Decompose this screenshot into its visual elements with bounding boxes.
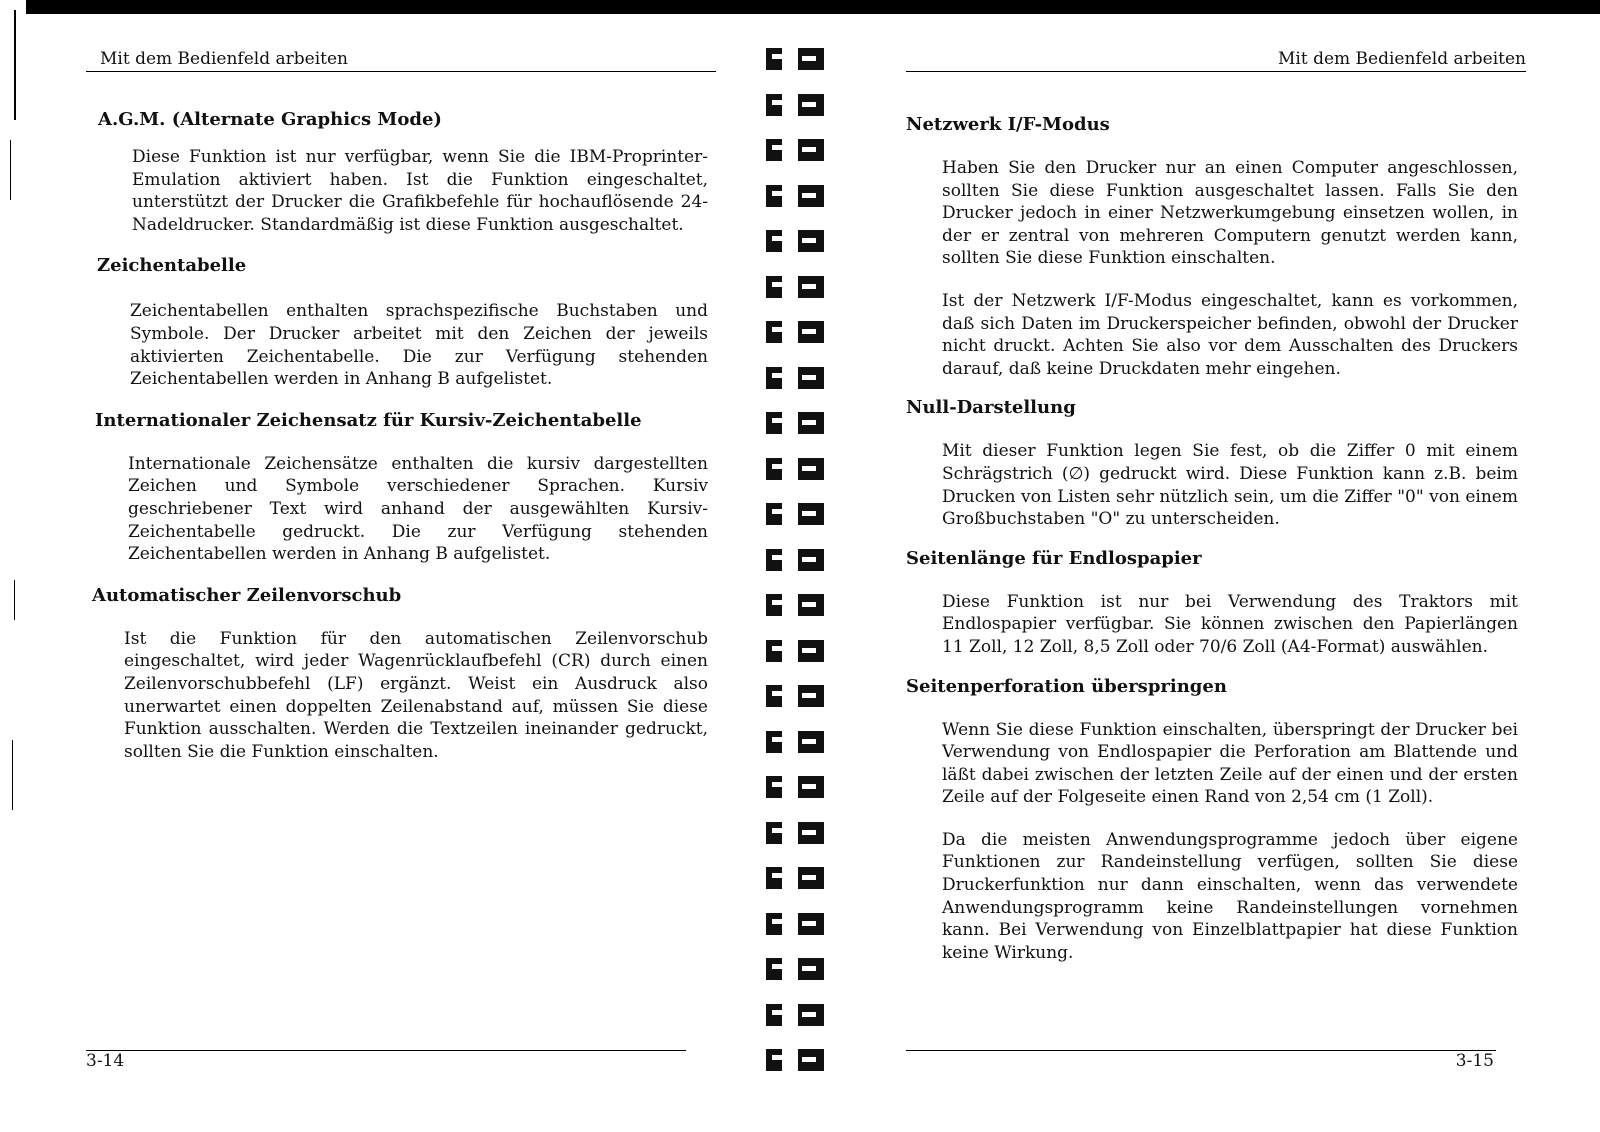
section-paragraph: Ist die Funktion für den automatischen Zeilenvorschub eingeschaltet, wird jeder Wagenrücklaufbefehl (CR) durch einen Zeilenvorschubbefehl (LF) ergänzt. Weist ein Ausdruck also unerwartet einen doppelten Zeilenabstand auf, müssen Sie diese Funktion ausschalten. Werden die Textzeilen ineinander gedruckt, sollten Sie die Funktion einschalten. [124, 628, 708, 762]
binding-ring [760, 863, 840, 893]
binding-ring [760, 363, 840, 393]
section-heading: Seitenperforation überspringen [906, 675, 1227, 697]
running-head: Mit dem Bedienfeld arbeiten [86, 48, 716, 72]
section-paragraph: Internationale Zeichensätze enthalten die kursiv dargestellten Zeichen und Symbole verschiedener Sprachen. Kursiv geschriebener Text wird anhand der ausgewählten Kursiv-Zeichentabelle gedruckt. Die zur Verfügung stehenden Zeichentabellen werden in Anhang B aufgelistet. [128, 453, 708, 565]
binding-ring [760, 772, 840, 802]
binding-ring [760, 818, 840, 848]
spiral-binding [760, 30, 840, 1130]
binding-ring [760, 545, 840, 575]
binding-ring [760, 272, 840, 302]
section-netzwerk-if-modus [906, 113, 1526, 380]
section-heading: Null-Darstellung [906, 397, 1076, 419]
right-page-content [906, 113, 1526, 980]
section-paragraph: Diese Funktion ist nur bei Verwendung des Traktors mit Endlospapier verfügbar. Sie können zwischen den Papierlängen 11 Zoll, 12 Zoll, 8,5 Zoll oder 70/6 Zoll (A4-Format) auswählen. [942, 591, 1518, 657]
binding-ring [760, 181, 840, 211]
right-page [906, 0, 1526, 1132]
section-paragraph: Zeichentabellen enthalten sprachspezifische Buchstaben und Symbole. Der Drucker arbeitet mit den Zeichen der jeweils aktivierten Zeichentabelle. Die zur Verfügung stehenden Zeichentabellen werden in Anhang B aufgelistet. [130, 301, 708, 390]
binding-ring [760, 135, 840, 165]
section-heading: Netzwerk I/F-Modus [906, 114, 1110, 135]
section-heading: A.G.M. (Alternate Graphics Mode) [98, 109, 442, 130]
left-page [86, 0, 716, 1132]
section-internationaler-zeichensatz [86, 409, 716, 566]
section-agm [86, 108, 716, 236]
left-page-content [86, 108, 716, 781]
binding-ring [760, 317, 840, 347]
binding-ring [760, 1000, 840, 1030]
footer-rule [86, 1050, 686, 1051]
binding-ring [760, 226, 840, 256]
binding-ring [760, 90, 840, 120]
binding-ring [760, 681, 840, 711]
binding-ring [760, 1045, 840, 1075]
binding-ring [760, 44, 840, 74]
binding-ring [760, 954, 840, 984]
page-number: 3-15 [1455, 1051, 1494, 1071]
section-heading: Zeichentabelle [97, 255, 247, 277]
section-heading: Automatischer Zeilenvorschub [92, 584, 402, 606]
section-paragraph: Mit dieser Funktion legen Sie fest, ob die Ziffer 0 mit einem Schrägstrich (∅) gedruckt wird. Diese Funktion kann z.B. beim Drucken von Listen sehr nützlich sein, um die Ziffer "0" von einem Großbuchstaben "O" zu unterscheiden. [942, 441, 1518, 530]
section-zeichentabelle [86, 254, 716, 390]
binding-ring [760, 590, 840, 620]
section-paragraph: Wenn Sie diese Funktion einschalten, überspringt der Drucker bei Verwendung von Endlospapier die Perforation am Blattende und läßt dabei zwischen der letzten Zeile auf der einen und der ersten Zeile auf der Folgeseite einen Rand von 2,54 cm (1 Zoll). [942, 719, 1518, 808]
scan-left-edge [0, 0, 26, 1132]
section-paragraph: Da die meisten Anwendungsprogramme jedoch über eigene Funktionen zur Randeinstellung verfügen, sollten Sie diese Druckerfunktion nur dann einschalten, wenn das verwendete Anwendungsprogramm keine Randeinstellungen vornehmen kann. Bei Verwendung von Einzelblattpapier hat diese Funktion keine Wirkung. [942, 829, 1518, 963]
section-heading: Seitenlänge für Endlospapier [906, 547, 1202, 569]
binding-ring [760, 408, 840, 438]
running-head: Mit dem Bedienfeld arbeiten [906, 48, 1526, 72]
page-number: 3-14 [86, 1051, 125, 1071]
binding-ring [760, 727, 840, 757]
section-seitenlaenge [906, 547, 1526, 659]
section-paragraph: Haben Sie den Drucker nur an einen Computer angeschlossen, sollten Sie diese Funktion ausgeschaltet lassen. Falls Sie den Drucker jedoch in einer Netzwerkumgebung einsetzen wollen, in der er zentral von mehreren Computern genutzt werden kann, sollten Sie diese Funktion einschalten. [942, 158, 1518, 269]
binding-ring [760, 636, 840, 666]
section-automatischer-zeilenvorschub [86, 584, 716, 764]
footer-rule [906, 1050, 1496, 1051]
section-seitenperforation [906, 675, 1526, 965]
binding-ring [760, 454, 840, 484]
binding-ring [760, 499, 840, 529]
section-null-darstellung [906, 396, 1526, 530]
section-paragraph: Diese Funktion ist nur verfügbar, wenn Sie die IBM-Proprinter-Emulation aktiviert haben. Ist die Funktion eingeschaltet, unterstützt der Drucker die Grafikbefehle für hochauflösende 24-Nadeldrucker. Standardmäßig ist diese Funktion ausgeschaltet. [132, 147, 708, 235]
binding-ring [760, 909, 840, 939]
section-heading: Internationaler Zeichensatz für Kursiv-Zeichentabelle [95, 409, 642, 431]
section-paragraph: Ist der Netzwerk I/F-Modus eingeschaltet, kann es vorkommen, daß sich Daten im Druckerspeicher befinden, obwohl der Drucker nicht druckt. Achten Sie also vor dem Ausschalten des Druckers darauf, daß keine Druckdaten mehr eingehen. [942, 290, 1518, 379]
